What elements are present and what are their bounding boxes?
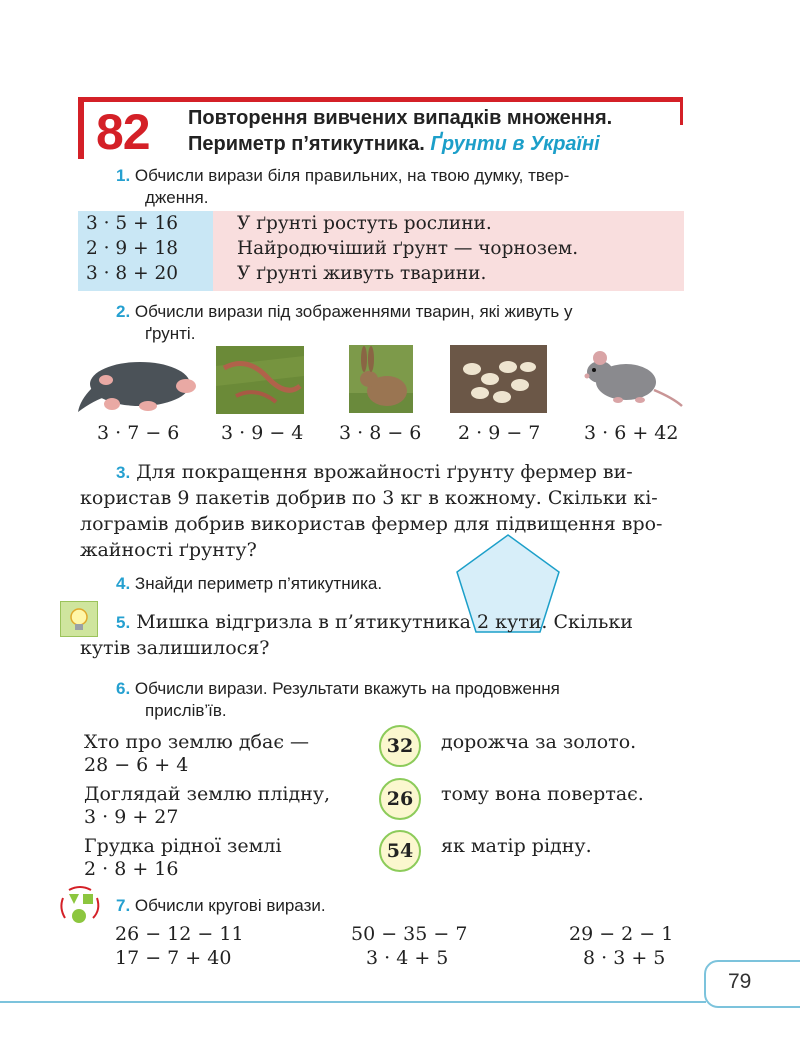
task6-number: 6. <box>116 679 131 698</box>
animal-expr: 3 · 9 − 4 <box>221 422 304 444</box>
task1-statement: Найродючіший ґрунт — чорнозем. <box>237 238 579 259</box>
proverb-phrase: Грудка рідної землі <box>84 835 282 857</box>
proverb-answer-circle: 26 <box>379 778 421 820</box>
task5-line2: кутів залишилося? <box>80 637 270 659</box>
proverb-answer-circle: 32 <box>379 725 421 767</box>
task1-expr: 2 · 9 + 18 <box>86 238 178 259</box>
task5-text: Мишка відгризла в п’ятикутника 2 кути. Скільки <box>136 611 633 633</box>
header-right-bar <box>680 97 683 125</box>
task6-text <box>116 677 560 700</box>
task1-expressions-column <box>78 211 213 291</box>
circular-expr: 17 − 7 + 40 <box>115 947 232 969</box>
proverb-answer-circle: 54 <box>379 830 421 872</box>
header-left-bar <box>78 97 84 159</box>
animal-expr: 3 · 8 − 6 <box>339 422 422 444</box>
task3-line2: користав 9 пакетів добрив по 3 кг в кожному. Скільки кі- <box>80 487 658 509</box>
circular-expr: 29 − 2 − 1 <box>569 923 674 945</box>
task2-text <box>116 300 573 323</box>
lesson-title-line2 <box>188 133 600 156</box>
lesson-title-prefix: Периметр п’ятикутника. <box>188 133 431 155</box>
proverb-ending: тому вона повертає. <box>441 783 644 805</box>
task6-line2: прислів’їв. <box>145 701 227 720</box>
task7-label: Обчисли кругові вирази. <box>134 896 326 915</box>
task4-number: 4. <box>116 574 131 593</box>
cycle-icon <box>57 884 103 926</box>
task3-text: Для покращення врожайності ґрунту фермер ви- <box>136 461 633 483</box>
animal-expr: 3 · 7 − 6 <box>97 422 180 444</box>
proverb-expr: 28 − 6 + 4 <box>84 754 189 776</box>
proverb-ending: як матір рідну. <box>441 835 592 857</box>
lightbulb-icon <box>60 601 98 637</box>
proverb-phrase: Доглядай землю плідну, <box>84 783 331 805</box>
lesson-topic: Ґрунти в Україні <box>430 133 600 155</box>
task1-statement: У ґрунті ростуть рослини. <box>237 213 492 234</box>
task4-text <box>116 572 382 595</box>
proverb-expr: 2 · 8 + 16 <box>84 858 179 880</box>
task7-text <box>116 894 326 917</box>
page-number-box <box>704 960 800 1008</box>
task1-expr: 3 · 8 + 20 <box>86 263 178 284</box>
header-top-bar <box>78 97 683 102</box>
task1-statement: У ґрунті живуть тварини. <box>237 263 487 284</box>
task3-line1 <box>116 459 633 486</box>
mouse-icon <box>578 348 683 410</box>
proverb-phrase: Хто про землю дбає — <box>84 731 310 753</box>
task1-expr: 3 · 5 + 16 <box>86 213 178 234</box>
task3-line3: лограмів добрив використав фермер для підвищення вро- <box>80 513 663 535</box>
task1-line2: дження. <box>145 188 209 207</box>
grubs-icon <box>450 345 547 413</box>
proverb-expr: 3 · 9 + 27 <box>84 806 179 828</box>
proverb-ending: дорожча за золото. <box>441 731 637 753</box>
circular-expr: 8 · 3 + 5 <box>583 947 666 969</box>
task4-label: Знайди периметр п’ятикутника. <box>134 574 383 593</box>
task3-line4: жайності ґрунту? <box>80 539 257 561</box>
task1-line1: Обчисли вирази біля правильних, на твою думку, твер- <box>134 166 570 185</box>
animal-expr: 2 · 9 − 7 <box>458 422 541 444</box>
animal-expr: 3 · 6 + 42 <box>584 422 679 444</box>
lesson-header <box>78 97 683 159</box>
task5-number: 5. <box>116 613 131 632</box>
task5-line1 <box>116 609 633 636</box>
task2-line1: Обчисли вирази під зображеннями тварин, які живуть у <box>134 302 573 321</box>
circular-expr: 26 − 12 − 11 <box>115 923 244 945</box>
task1-text <box>116 164 569 187</box>
circular-expr: 3 · 4 + 5 <box>366 947 449 969</box>
task1-number: 1. <box>116 166 131 185</box>
circular-expr: 50 − 35 − 7 <box>351 923 468 945</box>
task3-number: 3. <box>116 463 131 482</box>
lesson-number: 82 <box>96 104 150 160</box>
task6-line1: Обчисли вирази. Результати вкажуть на продовження <box>134 679 560 698</box>
task2-number: 2. <box>116 302 131 321</box>
lesson-title-line1: Повторення вивчених випадків множення. <box>188 107 613 129</box>
mole-icon <box>78 348 203 416</box>
hare-icon <box>349 345 413 413</box>
task2-line2: ґрунті. <box>145 324 196 343</box>
task1-statements-column <box>213 211 684 291</box>
task7-number: 7. <box>116 896 131 915</box>
earthworm-icon <box>216 346 304 414</box>
footer-line <box>0 1001 706 1003</box>
page-number: 79 <box>728 970 752 993</box>
